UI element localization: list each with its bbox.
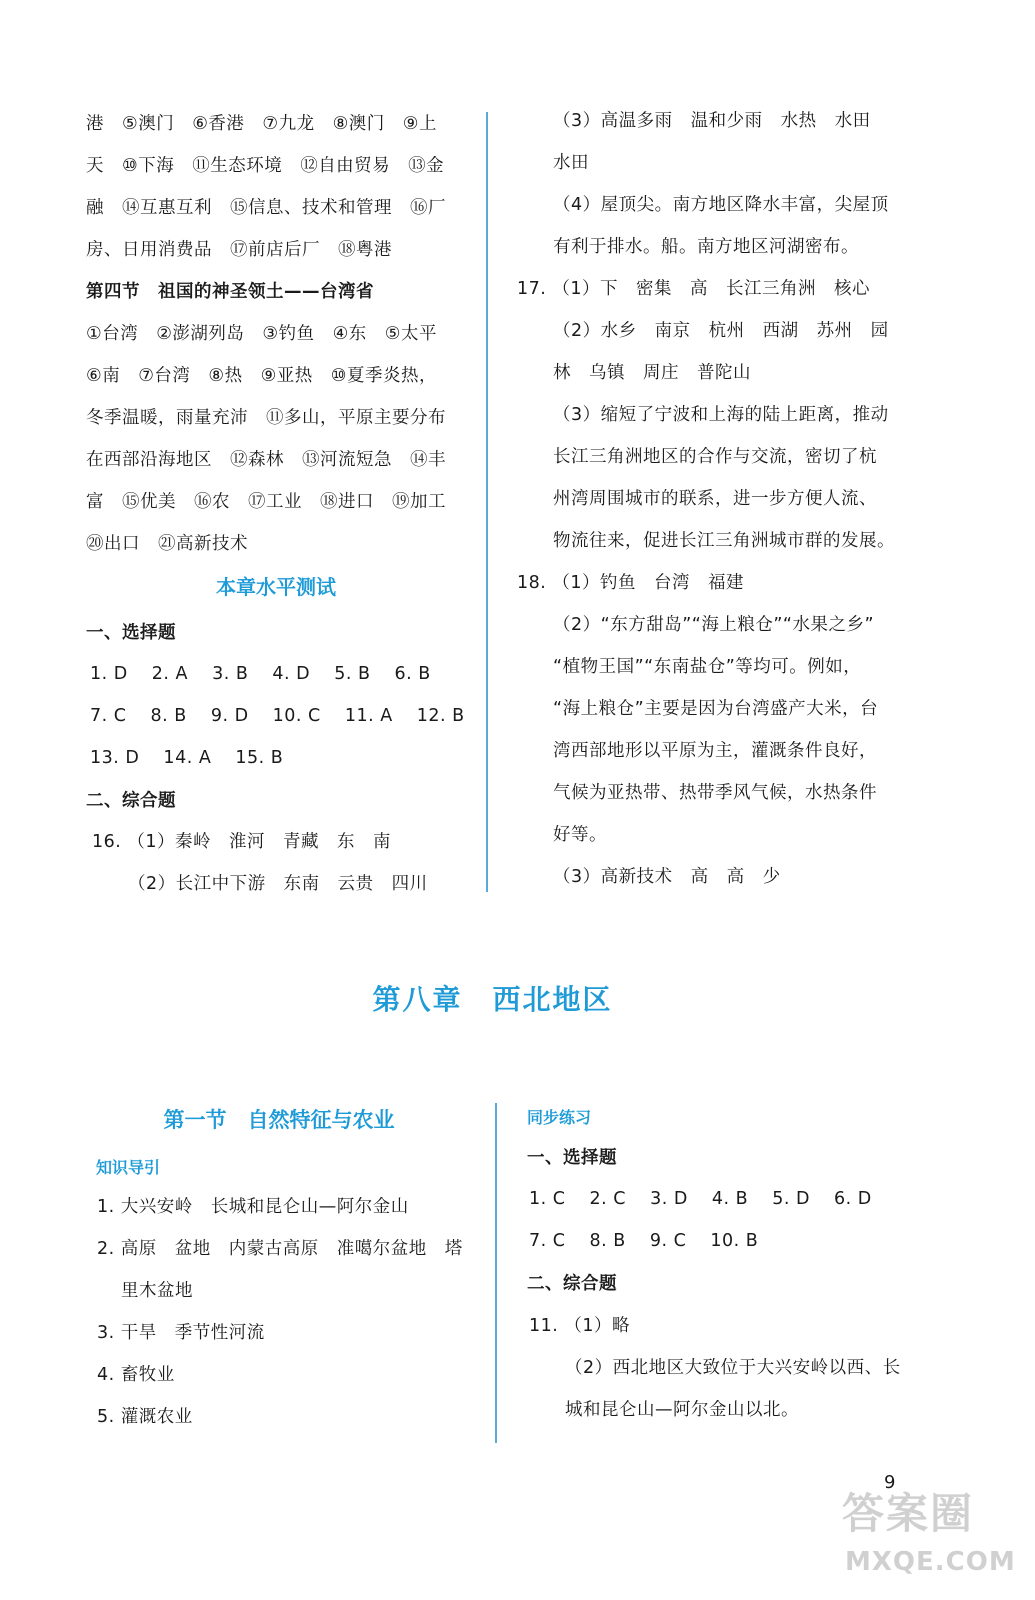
answer-line: （2）长江中下游 东南 云贵 四川 bbox=[128, 874, 428, 894]
page-number: 9 bbox=[884, 1472, 896, 1493]
answer-line: ⑳出口 ㉑高新技术 bbox=[86, 534, 248, 554]
column-divider-top bbox=[486, 112, 488, 892]
comprehensive-heading: 二、综合题 bbox=[527, 1274, 617, 1294]
answer-line: ⑥南 ⑦台湾 ⑧热 ⑨亚热 ⑩夏季炎热， bbox=[86, 366, 437, 386]
answer-line: 3. 干旱 季节性河流 bbox=[97, 1323, 265, 1343]
answer-line: （3）缩短了宁波和上海的陆上距离，推动 bbox=[553, 405, 889, 425]
answer-line: 好等。 bbox=[553, 825, 607, 845]
answer-line: “海上粮仓”主要是因为台湾盛产大米，台 bbox=[553, 699, 879, 719]
choice-answers: 1. C 2. C 3. D 4. B 5. D 6. D bbox=[529, 1189, 872, 1209]
choice-answers: 7. C 8. B 9. C 10. B bbox=[529, 1231, 759, 1251]
answer-line: 州湾周围城市的联系，进一步方便人流、 bbox=[553, 489, 877, 509]
comprehensive-heading: 二、综合题 bbox=[86, 791, 176, 811]
choice-heading: 一、选择题 bbox=[527, 1148, 617, 1168]
choice-answers: 7. C 8. B 9. D 10. C 11. A 12. B bbox=[90, 706, 465, 726]
answer-line: 物流往来，促进长江三角洲城市群的发展。 bbox=[553, 531, 895, 551]
answer-line: 在西部沿海地区 ⑫森林 ⑬河流短急 ⑭丰 bbox=[86, 450, 446, 470]
answer-line: 有利于排水。船。南方地区河湖密布。 bbox=[553, 237, 859, 257]
answer-line: （4）屋顶尖。南方地区降水丰富，尖屋顶 bbox=[553, 195, 889, 215]
answer-line: 水田 bbox=[553, 153, 589, 173]
answer-line: 2. 高原 盆地 内蒙古高原 准噶尔盆地 塔 bbox=[97, 1239, 463, 1259]
knowledge-guide-label: 知识导引 bbox=[96, 1158, 161, 1177]
answer-line: （2）西北地区大致位于大兴安岭以西、长 bbox=[565, 1358, 901, 1378]
answer-line: 11. （1）略 bbox=[529, 1316, 631, 1336]
answer-line: ①台湾 ②澎湖列岛 ③钓鱼 ④东 ⑤太平 bbox=[86, 324, 437, 344]
answer-line: （3）高温多雨 温和少雨 水热 水田 bbox=[553, 111, 871, 131]
answer-line: （3）高新技术 高 高 少 bbox=[553, 867, 781, 887]
answer-line: “植物王国”“东南盐仓”等均可。例如， bbox=[553, 657, 862, 677]
section-1-title: 第一节 自然特征与农业 bbox=[163, 1108, 395, 1132]
answer-line: 湾西部地形以平原为主，灌溉条件良好， bbox=[553, 741, 877, 761]
answer-line: 冬季温暖，雨量充沛 ⑪多山，平原主要分布 bbox=[86, 408, 446, 428]
answer-line: 城和昆仑山—阿尔金山以北。 bbox=[565, 1400, 799, 1420]
answer-line: 港 ⑤澳门 ⑥香港 ⑦九龙 ⑧澳门 ⑨上 bbox=[86, 114, 437, 134]
answer-line: 林 乌镇 周庄 普陀山 bbox=[553, 363, 751, 383]
answer-line: 17. （1）下 密集 高 长江三角洲 核心 bbox=[517, 279, 871, 299]
chapter-title: 第八章 西北地区 bbox=[372, 983, 613, 1016]
answer-line: 16. （1）秦岭 淮河 青藏 东 南 bbox=[92, 832, 392, 852]
answer-line: 气候为亚热带、热带季风气候，水热条件 bbox=[553, 783, 877, 803]
choice-heading: 一、选择题 bbox=[86, 623, 176, 643]
answer-line: （2）“东方甜岛”“海上粮仓”“水果之乡” bbox=[553, 615, 875, 635]
practice-label: 同步练习 bbox=[527, 1108, 592, 1127]
answer-line: 5. 灌溉农业 bbox=[97, 1407, 193, 1427]
answer-line: 长江三角洲地区的合作与交流，密切了杭 bbox=[553, 447, 877, 467]
column-divider-bottom bbox=[495, 1103, 497, 1443]
answer-line: 18. （1）钓鱼 台湾 福建 bbox=[517, 573, 745, 593]
answer-line: 富 ⑮优美 ⑯农 ⑰工业 ⑱进口 ⑲加工 bbox=[86, 492, 446, 512]
answer-line: （2）水乡 南京 杭州 西湖 苏州 园 bbox=[553, 321, 889, 341]
answer-line: 里木盆地 bbox=[121, 1281, 193, 1301]
answer-line: 1. 大兴安岭 长城和昆仑山—阿尔金山 bbox=[97, 1197, 409, 1217]
choice-answers: 1. D 2. A 3. B 4. D 5. B 6. B bbox=[90, 664, 431, 684]
choice-answers: 13. D 14. A 15. B bbox=[90, 748, 284, 768]
section-4-title: 第四节 祖国的神圣领土——台湾省 bbox=[86, 282, 374, 302]
answer-line: 天 ⑩下海 ⑪生态环境 ⑫自由贸易 ⑬金 bbox=[86, 156, 445, 176]
answer-line: 融 ⑭互惠互利 ⑮信息、技术和管理 ⑯厂 bbox=[86, 198, 446, 218]
answer-line: 4. 畜牧业 bbox=[97, 1365, 175, 1385]
answer-line: 房、日用消费品 ⑰前店后厂 ⑱粤港 bbox=[86, 240, 392, 260]
chapter-test-title: 本章水平测试 bbox=[216, 575, 336, 599]
